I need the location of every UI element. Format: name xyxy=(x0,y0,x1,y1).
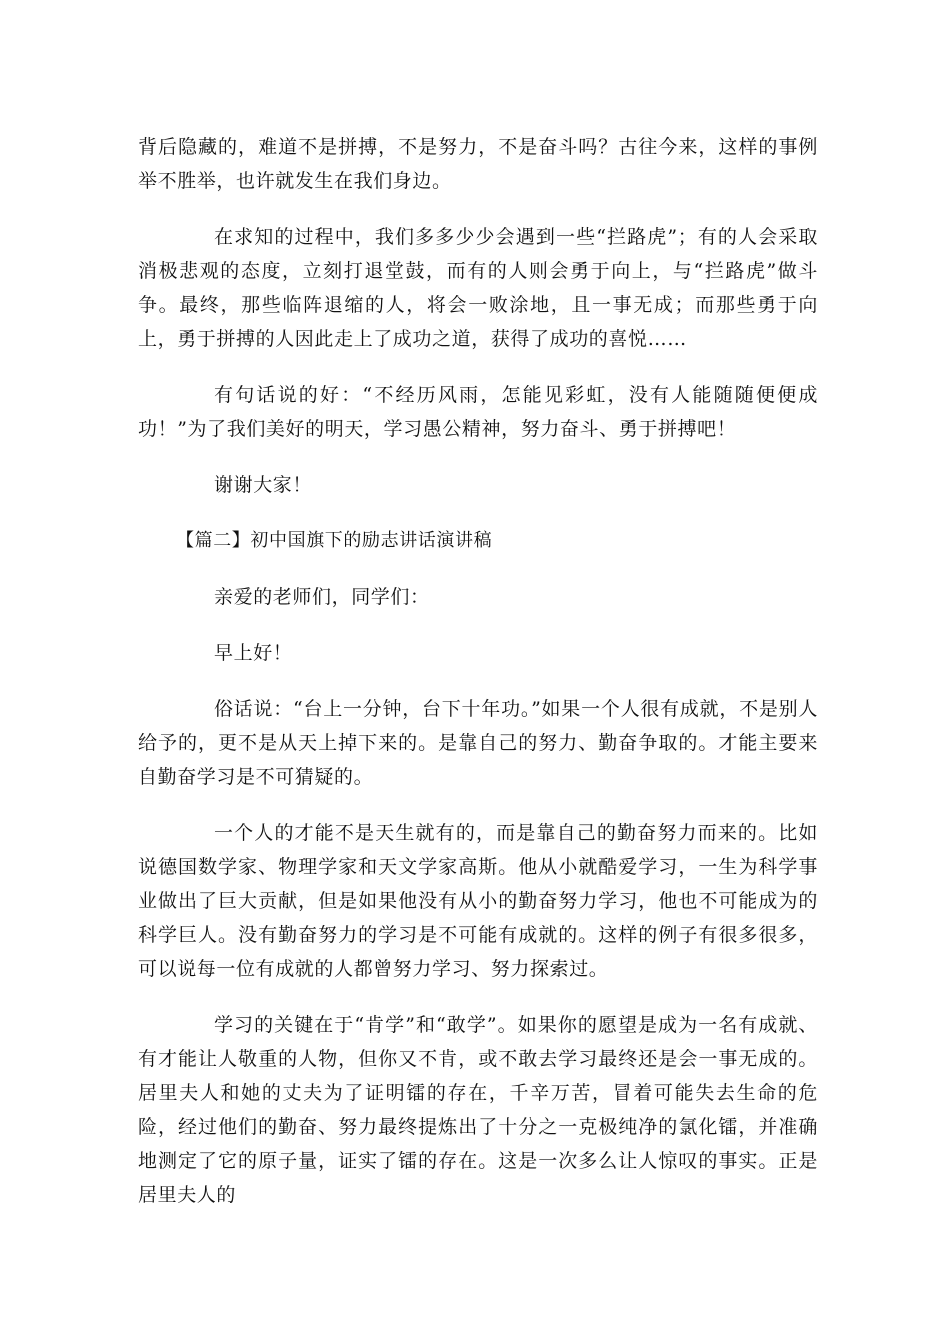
paragraph-continuation: 背后隐藏的，难道不是拼搏，不是努力，不是奋斗吗？古往今来，这样的事例举不胜举，也许就发生在我们身边。 xyxy=(138,136,818,192)
paragraph-curie: 学习的关键在于“肯学”和“敢学”。如果你的愿望是成为一名有成就、有才能让人敬重的人物，但你又不肯，或不敢去学习最终还是会一事无成的。居里夫人和她的丈夫为了证明镭的存在，千辛万苦，冒着可能失去生命的危险，经过他们的勤奋、努力最终提炼出了十分之一克极纯净的氯化镭，并准确地测定了它的原子量，证实了镭的存在。这是一次多么让人惊叹的事实。正是居里夫人的 xyxy=(138,1014,818,1206)
paragraph-quote: 有句话说的好：“不经历风雨，怎能见彩虹，没有人能随随便便成功！”为了我们美好的明天，学习愚公精神，努力奋斗、勇于拼搏吧！ xyxy=(138,384,818,440)
paragraph-proverb: 俗话说：“台上一分钟，台下十年功。”如果一个人很有成就，不是别人给予的，更不是从天上掉下来的。是靠自己的努力、勤奋争取的。才能主要来自勤奋学习是不可猜疑的。 xyxy=(138,698,818,788)
paragraph-greeting: 早上好！ xyxy=(214,642,293,664)
paragraph-salutation: 亲爱的老师们，同学们： xyxy=(214,586,430,608)
paragraph-obstacles: 在求知的过程中，我们多多少少会遇到一些“拦路虎”；有的人会采取消极悲观的态度，立刻打退堂鼓，而有的人则会勇于向上，与“拦路虎”做斗争。最终，那些临阵退缩的人，将会一败涂地，且一事无成；而那些勇于向上，勇于拼搏的人因此走上了成功之道，获得了成功的喜悦…… xyxy=(138,226,818,350)
paragraph-thanks: 谢谢大家！ xyxy=(214,474,313,496)
section-heading: 【篇二】初中国旗下的励志讲话演讲稿 xyxy=(176,530,493,551)
paragraph-gauss: 一个人的才能不是天生就有的，而是靠自己的勤奋努力而来的。比如说德国数学家、物理学家和天文学家高斯。他从小就酷爱学习，一生为科学事业做出了巨大贡献，但是如果他没有从小的勤奋努力学习，他也不可能成为的科学巨人。没有勤奋努力的学习是不可能有成就的。这样的例子有很多很多，可以说每一位有成就的人都曾努力学习、努力探索过。 xyxy=(138,822,818,980)
document-page xyxy=(138,130,818,1212)
